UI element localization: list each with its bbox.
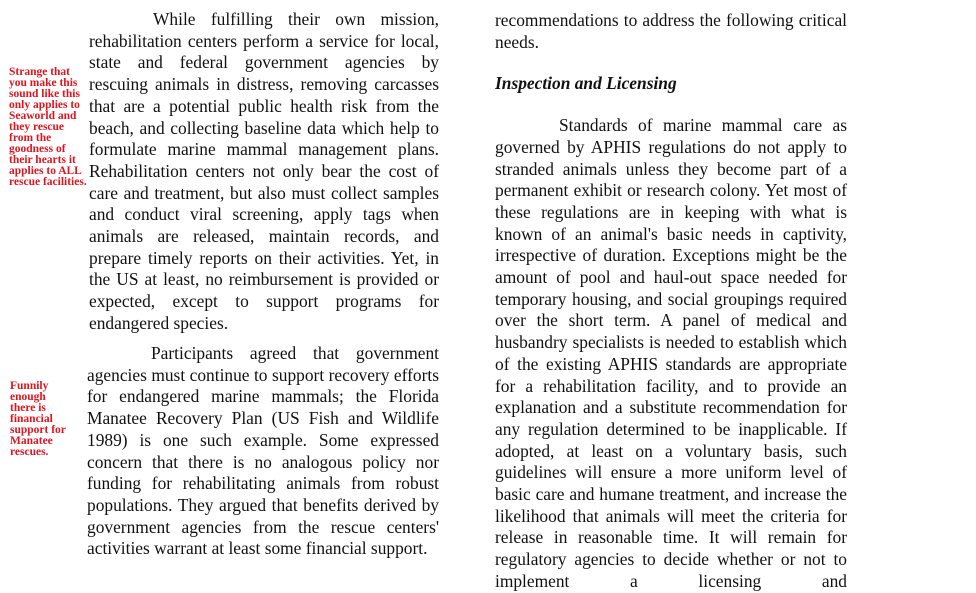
left-column-top (89, 9, 439, 335)
paragraph-government-support: Participants agreed that government agencies must continue to support recovery efforts for endangered marine mammals; the Florida Manatee Recovery Plan (US Fish and Wildlife 1989) is one such example. Some expressed concern that there is no analogous policy nor funding for rehabilitating animals from robust populations. They argued that benefits derived by government agencies from the rescue centers' activities warrant at least some financial support. (87, 343, 439, 559)
paragraph-rehabilitation-service: While fulfilling their own mission, rehabilitation centers perform a service for local, state and federal government agencies by rescuing animals in distress, removing carcasses that are a potential public health risk from the beach, and collecting baseline data which help to formulate marine mammal management plans. Rehabilitation centers not only bear the cost of care and treatment, but also must collect samples and conduct viral screening, apply tags when animals are released, maintain records, and prepare timely reports on their activities. Yet, in the US at least, no reimbursement is provided or expected, except to support programs for endangered species. (89, 9, 439, 333)
paragraph-inspection-licensing: Standards of marine mammal care as governed by APHIS regulations do not apply to stranded animals unless they become part of a permanent exhibit or research colony. Yet most of these regulations are in keeping with what is known of an animal's basic needs in captivity, irrespective of duration. Exceptions might be the amount of pool and haul-out space needed for temporary housing, and social groupings required over the short term. A panel of medical and husbandry specialists is needed to establish which of the existing APHIS standards are appropriate for a rehabilitation facility, and to provide an explanation and a substitute recommendation for any regulation determined to be inapplicable. If adopted, at least on a voluntary basis, such guidelines will ensure a more uniform level of basic care and humane treatment, and increase the likelihood that animals will meet the criteria for release in reasonable time. It will remain for regulatory agencies to decide whether or not to implement a licensing and (495, 115, 847, 591)
right-column (495, 10, 847, 593)
margin-annotation-manatee: Funnily enough there is financial support for Manatee rescues. (10, 380, 66, 458)
margin-annotation-seaworld: Strange that you make this sound like this only applies to Seaworld and they rescue from the goodness of their hearts it applies to ALL rescue facilities. (9, 66, 87, 188)
section-heading-inspection-licensing: Inspection and Licensing (495, 73, 677, 94)
paragraph-recommendations-intro: recommendations to address the following critical needs. (495, 10, 847, 52)
left-column-bottom (87, 343, 439, 560)
